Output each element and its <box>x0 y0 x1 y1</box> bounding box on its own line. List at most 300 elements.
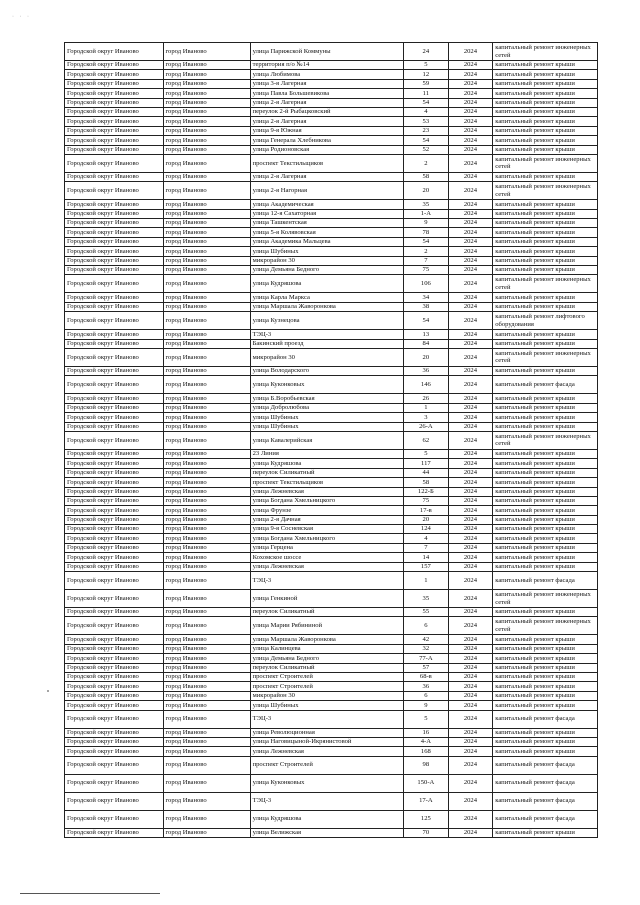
municipality-cell: Городской округ Иваново <box>65 200 164 209</box>
settlement-cell: город Иваново <box>163 403 250 412</box>
work-type-cell: капитальный ремонт крыши <box>493 89 598 98</box>
municipality-cell: Городской округ Иваново <box>65 366 164 375</box>
municipality-cell: Городской округ Иваново <box>65 644 164 653</box>
year-cell: 2024 <box>448 654 493 663</box>
table-row <box>65 756 598 774</box>
work-type-cell: капитальный ремонт крыши <box>493 79 598 88</box>
street-cell: проспект Текстильщиков <box>250 154 403 172</box>
work-type-cell: капитальный ремонт крыши <box>493 608 598 617</box>
year-cell: 2024 <box>448 117 493 126</box>
house-number-cell: 35 <box>404 200 449 209</box>
municipality-cell: Городской округ Иваново <box>65 792 164 810</box>
municipality-cell: Городской округ Иваново <box>65 312 164 330</box>
table-row <box>65 506 598 515</box>
municipality-cell: Городской округ Иваново <box>65 117 164 126</box>
year-cell: 2024 <box>448 608 493 617</box>
table-row <box>65 572 598 590</box>
street-cell: улица Кузнецова <box>250 312 403 330</box>
settlement-cell: город Иваново <box>163 710 250 728</box>
street-cell: микрорайон 30 <box>250 256 403 265</box>
year-cell: 2024 <box>448 200 493 209</box>
municipality-cell: Городской округ Иваново <box>65 572 164 590</box>
municipality-cell: Городской округ Иваново <box>65 737 164 746</box>
year-cell: 2024 <box>448 339 493 348</box>
table-row <box>65 468 598 477</box>
house-number-cell: 14 <box>404 553 449 562</box>
table-row <box>65 228 598 237</box>
year-cell: 2024 <box>448 478 493 487</box>
settlement-cell: город Иваново <box>163 107 250 116</box>
street-cell: улица 9-я Сосневская <box>250 525 403 534</box>
table-row <box>65 293 598 302</box>
municipality-cell: Городской округ Иваново <box>65 487 164 496</box>
street-cell: ТЭЦ-3 <box>250 572 403 590</box>
settlement-cell: город Иваново <box>163 682 250 691</box>
settlement-cell: город Иваново <box>163 487 250 496</box>
municipality-cell: Городской округ Иваново <box>65 534 164 543</box>
house-number-cell: 124 <box>404 525 449 534</box>
settlement-cell: город Иваново <box>163 617 250 635</box>
municipality-cell: Городской округ Иваново <box>65 515 164 524</box>
work-type-cell: капитальный ремонт крыши <box>493 237 598 246</box>
year-cell: 2024 <box>448 672 493 681</box>
street-cell: улица 9-я Южная <box>250 126 403 135</box>
street-cell: переулок Силикатный <box>250 608 403 617</box>
settlement-cell: город Иваново <box>163 431 250 449</box>
table-row <box>65 654 598 663</box>
work-type-cell: капитальный ремонт крыши <box>493 506 598 515</box>
work-type-cell: капитальный ремонт крыши <box>493 219 598 228</box>
year-cell: 2024 <box>448 682 493 691</box>
municipality-cell: Городской округ Иваново <box>65 172 164 181</box>
settlement-cell: город Иваново <box>163 293 250 302</box>
street-cell: улица Шубиных <box>250 422 403 431</box>
table-row <box>65 617 598 635</box>
street-cell: улица 3-я Лагерная <box>250 79 403 88</box>
year-cell: 2024 <box>448 496 493 505</box>
house-number-cell: 5 <box>404 710 449 728</box>
work-type-cell: капитальный ремонт крыши <box>493 525 598 534</box>
street-cell: улица Кудряшова <box>250 459 403 468</box>
document-sheet <box>64 42 598 838</box>
year-cell: 2024 <box>448 553 493 562</box>
house-number-cell: 13 <box>404 330 449 339</box>
street-cell: улица Фрунзе <box>250 506 403 515</box>
settlement-cell: город Иваново <box>163 413 250 422</box>
table-row <box>65 478 598 487</box>
house-number-cell: 84 <box>404 339 449 348</box>
municipality-cell: Городской округ Иваново <box>65 682 164 691</box>
municipality-cell: Городской округ Иваново <box>65 468 164 477</box>
work-type-cell: капитальный ремонт крыши <box>493 496 598 505</box>
work-type-cell: капитальный ремонт крыши <box>493 654 598 663</box>
municipality-cell: Городской округ Иваново <box>65 459 164 468</box>
settlement-cell: город Иваново <box>163 145 250 154</box>
table-row <box>65 200 598 209</box>
table-row <box>65 209 598 218</box>
work-type-cell: капитальный ремонт фасада <box>493 810 598 828</box>
work-type-cell: капитальный ремонт крыши <box>493 747 598 756</box>
settlement-cell: город Иваново <box>163 737 250 746</box>
year-cell: 2024 <box>448 431 493 449</box>
municipality-cell: Городской округ Иваново <box>65 701 164 710</box>
street-cell: улица Марии Рябининой <box>250 617 403 635</box>
table-row <box>65 89 598 98</box>
municipality-cell: Городской округ Иваново <box>65 330 164 339</box>
municipality-cell: Городской округ Иваново <box>65 828 164 837</box>
municipality-cell: Городской округ Иваново <box>65 89 164 98</box>
settlement-cell: город Иваново <box>163 228 250 237</box>
municipality-cell: Городской округ Иваново <box>65 98 164 107</box>
municipality-cell: Городской округ Иваново <box>65 70 164 79</box>
municipality-cell: Городской округ Иваново <box>65 126 164 135</box>
settlement-cell: город Иваново <box>163 534 250 543</box>
house-number-cell: 24 <box>404 43 449 61</box>
year-cell: 2024 <box>448 413 493 422</box>
work-type-cell: капитальный ремонт крыши <box>493 117 598 126</box>
house-number-cell: 6 <box>404 691 449 700</box>
settlement-cell: город Иваново <box>163 98 250 107</box>
table-row <box>65 136 598 145</box>
municipality-cell: Городской округ Иваново <box>65 376 164 394</box>
street-cell: улица Академика Мальцева <box>250 237 403 246</box>
year-cell: 2024 <box>448 312 493 330</box>
year-cell: 2024 <box>448 701 493 710</box>
settlement-cell: город Иваново <box>163 747 250 756</box>
settlement-cell: город Иваново <box>163 275 250 293</box>
year-cell: 2024 <box>448 107 493 116</box>
work-type-cell: капитальный ремонт крыши <box>493 70 598 79</box>
table-row <box>65 376 598 394</box>
work-type-cell: капитальный ремонт крыши <box>493 403 598 412</box>
municipality-cell: Городской округ Иваново <box>65 525 164 534</box>
municipality-cell: Городской округ Иваново <box>65 756 164 774</box>
table-row <box>65 496 598 505</box>
year-cell: 2024 <box>448 635 493 644</box>
municipality-cell: Городской округ Иваново <box>65 422 164 431</box>
table-row <box>65 728 598 737</box>
municipality-cell: Городской округ Иваново <box>65 431 164 449</box>
work-type-cell: капитальный ремонт крыши <box>493 422 598 431</box>
house-number-cell: 20 <box>404 182 449 200</box>
house-number-cell: 52 <box>404 145 449 154</box>
house-number-cell: 17-А <box>404 792 449 810</box>
municipality-cell: Городской округ Иваново <box>65 145 164 154</box>
year-cell: 2024 <box>448 747 493 756</box>
year-cell: 2024 <box>448 79 493 88</box>
street-cell: улица 2-я Лагерная <box>250 117 403 126</box>
table-row <box>65 366 598 375</box>
year-cell: 2024 <box>448 663 493 672</box>
street-cell: проспект Строителей <box>250 682 403 691</box>
street-cell: ТЭЦ-3 <box>250 710 403 728</box>
street-cell: улица Павла Большевикова <box>250 89 403 98</box>
municipality-cell: Городской округ Иваново <box>65 275 164 293</box>
house-number-cell: 36 <box>404 366 449 375</box>
settlement-cell: город Иваново <box>163 256 250 265</box>
street-cell: улица Демьяна Бедного <box>250 266 403 275</box>
municipality-cell: Городской округ Иваново <box>65 635 164 644</box>
table-row <box>65 266 598 275</box>
year-cell: 2024 <box>448 154 493 172</box>
settlement-cell: город Иваново <box>163 608 250 617</box>
table-row <box>65 154 598 172</box>
house-number-cell: 26-А <box>404 422 449 431</box>
house-number-cell: 5 <box>404 61 449 70</box>
work-type-cell: капитальный ремонт крыши <box>493 61 598 70</box>
work-type-cell: капитальный ремонт крыши <box>493 145 598 154</box>
work-type-cell: капитальный ремонт инженерных сетей <box>493 154 598 172</box>
municipality-cell: Городской округ Иваново <box>65 237 164 246</box>
house-number-cell: 38 <box>404 302 449 311</box>
house-number-cell: 157 <box>404 562 449 571</box>
settlement-cell: город Иваново <box>163 330 250 339</box>
settlement-cell: город Иваново <box>163 126 250 135</box>
house-number-cell: 62 <box>404 431 449 449</box>
settlement-cell: город Иваново <box>163 394 250 403</box>
municipality-cell: Городской округ Иваново <box>65 562 164 571</box>
house-number-cell: 44 <box>404 468 449 477</box>
house-number-cell: 117 <box>404 459 449 468</box>
year-cell: 2024 <box>448 136 493 145</box>
municipality-cell: Городской округ Иваново <box>65 154 164 172</box>
table-row <box>65 107 598 116</box>
year-cell: 2024 <box>448 275 493 293</box>
street-cell: улица 2-я Нагорная <box>250 182 403 200</box>
table-row <box>65 413 598 422</box>
year-cell: 2024 <box>448 459 493 468</box>
work-type-cell: капитальный ремонт крыши <box>493 449 598 458</box>
street-cell: улица Шубиных <box>250 701 403 710</box>
house-number-cell: 58 <box>404 172 449 181</box>
scan-speck <box>47 690 49 692</box>
settlement-cell: город Иваново <box>163 89 250 98</box>
table-row <box>65 256 598 265</box>
street-cell: улица 2-я Лагерная <box>250 172 403 181</box>
house-number-cell: 150-А <box>404 774 449 792</box>
year-cell: 2024 <box>448 61 493 70</box>
house-number-cell: 54 <box>404 312 449 330</box>
work-type-cell: капитальный ремонт крыши <box>493 663 598 672</box>
year-cell: 2024 <box>448 256 493 265</box>
settlement-cell: город Иваново <box>163 496 250 505</box>
settlement-cell: город Иваново <box>163 117 250 126</box>
house-number-cell: 75 <box>404 496 449 505</box>
table-row <box>65 330 598 339</box>
street-cell: улица Демьяна Бедного <box>250 654 403 663</box>
settlement-cell: город Иваново <box>163 515 250 524</box>
house-number-cell: 54 <box>404 98 449 107</box>
settlement-cell: город Иваново <box>163 756 250 774</box>
settlement-cell: город Иваново <box>163 376 250 394</box>
settlement-cell: город Иваново <box>163 43 250 61</box>
table-row <box>65 737 598 746</box>
table-row <box>65 43 598 61</box>
settlement-cell: город Иваново <box>163 449 250 458</box>
street-cell: улица 12-я Сахаторная <box>250 209 403 218</box>
municipality-cell: Городской округ Иваново <box>65 608 164 617</box>
year-cell: 2024 <box>448 376 493 394</box>
street-cell: улица Парижской Коммуны <box>250 43 403 61</box>
street-cell: улица 5-я Колявовская <box>250 228 403 237</box>
street-cell: улица Маршала Жаворонкова <box>250 635 403 644</box>
settlement-cell: город Иваново <box>163 154 250 172</box>
house-number-cell: 55 <box>404 608 449 617</box>
street-cell: улица Велижская <box>250 828 403 837</box>
municipality-cell: Городской округ Иваново <box>65 478 164 487</box>
year-cell: 2024 <box>448 617 493 635</box>
house-number-cell: 4-А <box>404 737 449 746</box>
street-cell: улица Богдана Хмельницкого <box>250 534 403 543</box>
house-number-cell: 3 <box>404 413 449 422</box>
house-number-cell: 20 <box>404 348 449 366</box>
year-cell: 2024 <box>448 449 493 458</box>
street-cell: улица Лежневская <box>250 562 403 571</box>
house-number-cell: 5 <box>404 449 449 458</box>
municipality-cell: Городской округ Иваново <box>65 43 164 61</box>
year-cell: 2024 <box>448 756 493 774</box>
work-type-cell: капитальный ремонт инженерных сетей <box>493 43 598 61</box>
street-cell: переулок Силикатный <box>250 663 403 672</box>
street-cell: улица Маршала Жаворонкова <box>250 302 403 311</box>
house-number-cell: 70 <box>404 828 449 837</box>
table-row <box>65 747 598 756</box>
house-number-cell: 59 <box>404 79 449 88</box>
work-type-cell: капитальный ремонт крыши <box>493 644 598 653</box>
work-type-cell: капитальный ремонт крыши <box>493 302 598 311</box>
street-cell: ТЭЦ-3 <box>250 792 403 810</box>
year-cell: 2024 <box>448 348 493 366</box>
street-cell: улица 2-я Дачная <box>250 515 403 524</box>
work-type-cell: капитальный ремонт крыши <box>493 413 598 422</box>
table-row <box>65 70 598 79</box>
municipality-cell: Городской округ Иваново <box>65 496 164 505</box>
settlement-cell: город Иваново <box>163 654 250 663</box>
house-number-cell: 23 <box>404 126 449 135</box>
street-cell: микрорайон 30 <box>250 691 403 700</box>
municipality-cell: Городской округ Иваново <box>65 691 164 700</box>
settlement-cell: город Иваново <box>163 200 250 209</box>
year-cell: 2024 <box>448 774 493 792</box>
table-body <box>65 43 598 838</box>
street-cell: улица Кавалерийская <box>250 431 403 449</box>
settlement-cell: город Иваново <box>163 672 250 681</box>
settlement-cell: город Иваново <box>163 70 250 79</box>
year-cell: 2024 <box>448 572 493 590</box>
municipality-cell: Городской округ Иваново <box>65 449 164 458</box>
house-number-cell: 1 <box>404 572 449 590</box>
settlement-cell: город Иваново <box>163 266 250 275</box>
year-cell: 2024 <box>448 219 493 228</box>
house-number-cell: 32 <box>404 644 449 653</box>
repair-plan-table <box>64 42 598 838</box>
house-number-cell: 17-в <box>404 506 449 515</box>
work-type-cell: капитальный ремонт крыши <box>493 107 598 116</box>
table-row <box>65 145 598 154</box>
house-number-cell: 54 <box>404 237 449 246</box>
house-number-cell: 4 <box>404 107 449 116</box>
street-cell: улица Шубиных <box>250 247 403 256</box>
municipality-cell: Городской округ Иваново <box>65 256 164 265</box>
settlement-cell: город Иваново <box>163 792 250 810</box>
work-type-cell: капитальный ремонт крыши <box>493 459 598 468</box>
work-type-cell: капитальный ремонт крыши <box>493 256 598 265</box>
street-cell: улица Богдана Хмельницкого <box>250 496 403 505</box>
street-cell: улица Революционная <box>250 728 403 737</box>
municipality-cell: Городской округ Иваново <box>65 228 164 237</box>
year-cell: 2024 <box>448 644 493 653</box>
work-type-cell: капитальный ремонт фасада <box>493 376 598 394</box>
work-type-cell: капитальный ремонт крыши <box>493 366 598 375</box>
year-cell: 2024 <box>448 810 493 828</box>
year-cell: 2024 <box>448 394 493 403</box>
year-cell: 2024 <box>448 43 493 61</box>
table-row <box>65 608 598 617</box>
municipality-cell: Городской округ Иваново <box>65 79 164 88</box>
house-number-cell: 20 <box>404 515 449 524</box>
settlement-cell: город Иваново <box>163 810 250 828</box>
settlement-cell: город Иваново <box>163 828 250 837</box>
work-type-cell: капитальный ремонт инженерных сетей <box>493 590 598 608</box>
work-type-cell: капитальный ремонт крыши <box>493 200 598 209</box>
work-type-cell: капитальный ремонт фасада <box>493 756 598 774</box>
table-row <box>65 126 598 135</box>
house-number-cell: 1-А <box>404 209 449 218</box>
settlement-cell: город Иваново <box>163 247 250 256</box>
street-cell: улица Куконковых <box>250 774 403 792</box>
work-type-cell: капитальный ремонт крыши <box>493 98 598 107</box>
table-row <box>65 431 598 449</box>
municipality-cell: Городской округ Иваново <box>65 219 164 228</box>
municipality-cell: Городской округ Иваново <box>65 728 164 737</box>
year-cell: 2024 <box>448 172 493 181</box>
table-row <box>65 644 598 653</box>
table-row <box>65 590 598 608</box>
year-cell: 2024 <box>448 468 493 477</box>
settlement-cell: город Иваново <box>163 182 250 200</box>
street-cell: улица Володарского <box>250 366 403 375</box>
municipality-cell: Городской округ Иваново <box>65 543 164 552</box>
corner-scan-mark: · · · <box>12 14 31 20</box>
table-row <box>65 487 598 496</box>
settlement-cell: город Иваново <box>163 478 250 487</box>
table-row <box>65 247 598 256</box>
table-row <box>65 459 598 468</box>
settlement-cell: город Иваново <box>163 172 250 181</box>
municipality-cell: Городской округ Иваново <box>65 247 164 256</box>
year-cell: 2024 <box>448 403 493 412</box>
table-row <box>65 219 598 228</box>
work-type-cell: капитальный ремонт лифтового оборудования <box>493 312 598 330</box>
house-number-cell: 54 <box>404 136 449 145</box>
settlement-cell: город Иваново <box>163 348 250 366</box>
table-row <box>65 682 598 691</box>
work-type-cell: капитальный ремонт крыши <box>493 691 598 700</box>
municipality-cell: Городской округ Иваново <box>65 663 164 672</box>
settlement-cell: город Иваново <box>163 506 250 515</box>
municipality-cell: Городской округ Иваново <box>65 506 164 515</box>
year-cell: 2024 <box>448 228 493 237</box>
year-cell: 2024 <box>448 792 493 810</box>
municipality-cell: Городской округ Иваново <box>65 107 164 116</box>
house-number-cell: 36 <box>404 682 449 691</box>
work-type-cell: капитальный ремонт крыши <box>493 728 598 737</box>
year-cell: 2024 <box>448 487 493 496</box>
year-cell: 2024 <box>448 247 493 256</box>
settlement-cell: город Иваново <box>163 79 250 88</box>
work-type-cell: капитальный ремонт крыши <box>493 266 598 275</box>
year-cell: 2024 <box>448 562 493 571</box>
